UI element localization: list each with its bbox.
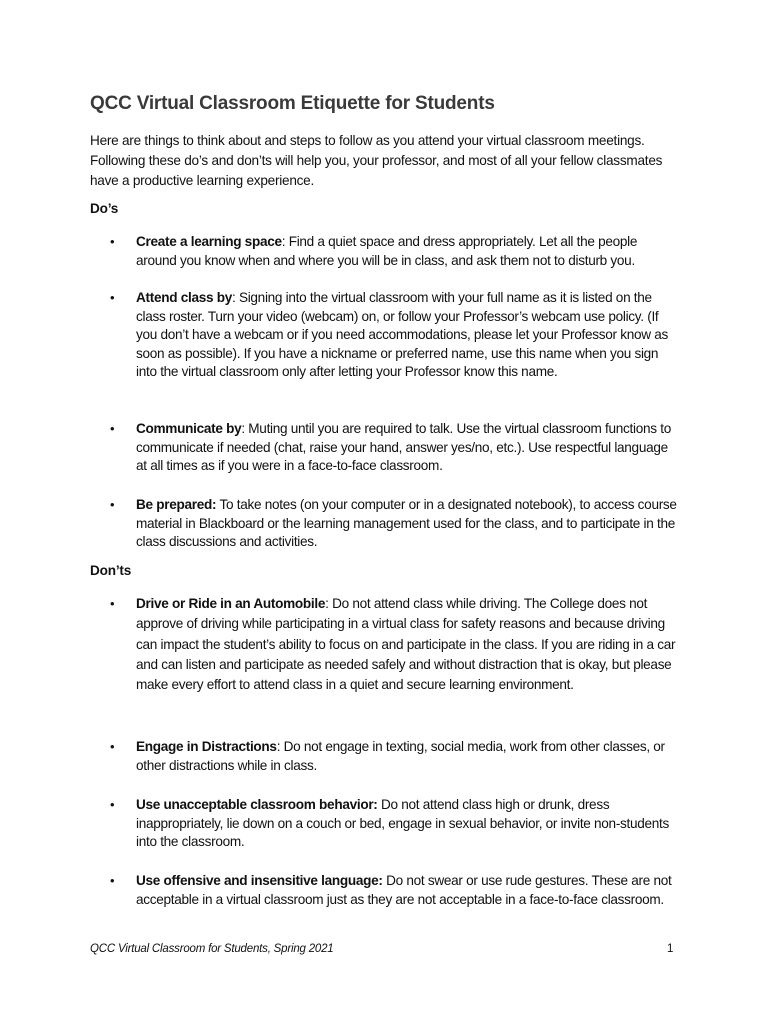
donts-item-distractions (110, 738, 680, 775)
bullet-icon: • (110, 421, 115, 436)
dos-item-text: : Find a quiet space and dress appropriately. Let all the people around you know when and where you will be in class, and ask them not to disturb you. (136, 234, 638, 268)
donts-item-body (136, 872, 680, 909)
dos-item-text: To take notes (on your computer or in a designated notebook), to access course material in Blackboard or the learning management used for the class, and to participate in the class discussions and activities. (136, 497, 677, 550)
donts-item-text: : Do not attend class while driving. The College does not approve of driving while participating in a virtual class for safety reasons and because driving can impact the student’s ability to focus on and participate in the class. If you are riding in a car and can listen and participate as needed safely and without distraction that is okay, but please make every effort to attend class in a quiet and secure learning environment. (136, 596, 676, 693)
bullet-icon: • (110, 739, 115, 754)
donts-item-text: Do not swear or use rude gestures. These are not acceptable in a virtual classroom just as they are not acceptable in a face-to-face classroom. (136, 873, 672, 907)
bullet-icon: • (110, 873, 115, 888)
donts-item-body (136, 738, 680, 775)
dos-item-communicate (110, 420, 680, 476)
dos-item-body (136, 420, 680, 476)
dos-item-text: : Signing into the virtual classroom with your full name as it is listed on the class roster. Turn your video (webcam) on, or follow your Professor’s webcam use policy. (If you don’t have a webcam or if you need accommodations, please let your Professor know as soon as possible). If you have a nickname or preferred name, use this name when you sign into the virtual classroom only after letting your Professor know this name. (136, 290, 669, 380)
dos-item-be-prepared (110, 496, 680, 552)
bullet-icon: • (110, 596, 115, 611)
dos-item-label: Create a learning space (136, 234, 282, 249)
intro-paragraph: Here are things to think about and steps to follow as you attend your virtual classroom meetings. Following these do’s and don’ts will help you, your professor, and most of all your fellow classmates have a productive learning experience. (90, 133, 663, 188)
donts-item-text: : Do not engage in texting, social media, work from other classes, or other distractions while in class. (136, 739, 665, 773)
dos-item-label: Be prepared: (136, 497, 217, 512)
donts-item-label: Use unacceptable classroom behavior: (136, 797, 378, 812)
bullet-icon: • (110, 797, 115, 812)
donts-item-body (136, 796, 680, 852)
donts-item-body (136, 594, 680, 695)
donts-heading: Don’ts (90, 563, 132, 578)
dos-item-body (136, 233, 680, 270)
donts-item-label: Drive or Ride in an Automobile (136, 596, 326, 611)
donts-item-drive (110, 594, 680, 695)
donts-item-language (110, 872, 680, 909)
footer-text: QCC Virtual Classroom for Students, Spring 2021 (90, 943, 334, 955)
dos-item-attend-class (110, 289, 680, 382)
donts-item-label: Engage in Distractions (136, 739, 277, 754)
page-number: 1 (667, 943, 674, 955)
dos-item-body (136, 289, 680, 382)
dos-item-text: : Muting until you are required to talk. Use the virtual classroom functions to communicate if needed (chat, raise your hand, answer yes/no, etc.). Use respectful language at all times as if you were in a face-to-face classroom. (136, 421, 671, 474)
dos-heading: Do’s (90, 201, 119, 216)
dos-item-label: Communicate by (136, 421, 242, 436)
dos-item-learning-space (110, 233, 680, 270)
donts-item-behavior (110, 796, 680, 852)
bullet-icon: • (110, 290, 115, 305)
donts-item-text: Do not attend class high or drunk, dress inappropriately, lie down on a couch or bed, engage in sexual behavior, or invite non-students into the classroom. (136, 797, 670, 850)
donts-item-label: Use offensive and insensitive language: (136, 873, 383, 888)
bullet-icon: • (110, 234, 115, 249)
dos-item-body (136, 496, 680, 552)
dos-item-label: Attend class by (136, 290, 232, 305)
bullet-icon: • (110, 497, 115, 512)
page-title: QCC Virtual Classroom Etiquette for Students (90, 93, 495, 114)
